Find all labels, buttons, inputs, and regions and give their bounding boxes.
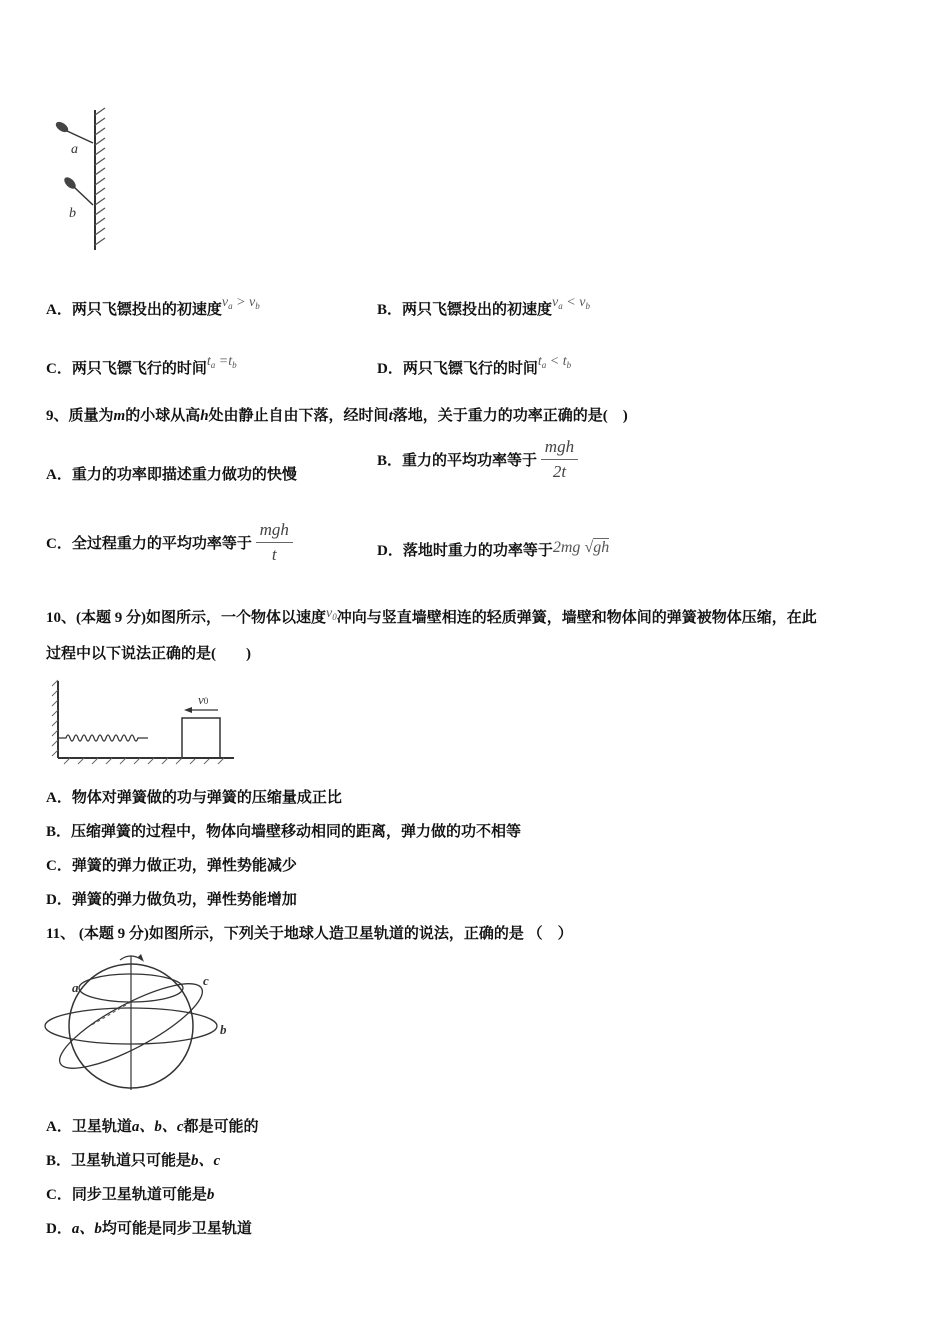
fig-label-a: a xyxy=(71,142,78,157)
q10-option-b[interactable]: B．压缩弹簧的过程中，物体向墙壁移动相同的距离，弹力做的功不相等 xyxy=(46,824,522,840)
fig-label-b: b xyxy=(69,206,76,221)
q11-option-b[interactable]: B．卫星轨道只可能是b、c xyxy=(46,1153,221,1169)
spring-block-figure xyxy=(48,676,238,766)
q9-option-c-fraction: $\frac{\text{mgh}}{t}$ xyxy=(256,520,293,565)
q8-option-a-math: $v_a > v_b$ xyxy=(221,295,260,311)
q10-stem-line1: 10、(本题 9 分)如图所示，一个物体以速度$v_0$冲向与竖直墙壁相连的轻质弹簧，墙壁和物体间的弹簧被物体压缩，在此 xyxy=(46,606,817,626)
q11-stem: 11、 (本题 9 分)如图所示，下列关于地球人造卫星轨道的说法，正确的是 （ ） xyxy=(46,926,573,942)
fig-v0-sub: 0 xyxy=(203,696,209,706)
q8-option-d[interactable]: D．两只飞镖飞行的时间$t_a < t_b$ xyxy=(377,354,572,377)
orbit-a-label: a xyxy=(72,980,79,995)
q10-option-a[interactable]: A．物体对弹簧做的功与弹簧的压缩量成正比 xyxy=(46,790,342,806)
q9-stem: 9、质量为m的小球从高h处由静止自由下落，经时间t落地，关于重力的功率正确的是( ) xyxy=(46,408,628,424)
q8-option-b-math: $v_a < v_b$ xyxy=(552,295,590,311)
q10-option-d[interactable]: D．弹簧的弹力做负功，弹性势能增加 xyxy=(46,892,297,908)
svg-text:v0 xyxy=(198,692,209,707)
q9-option-c[interactable]: C．全过程重力的平均功率等于 $\frac{\text{mgh}}{t}$ xyxy=(46,520,293,565)
q8-option-d-math: $t_a < t_b$ xyxy=(537,354,572,370)
q9-option-a[interactable]: A．重力的功率即描述重力做功的快慢 xyxy=(46,467,297,483)
orbit-b-label: b xyxy=(220,1022,227,1037)
spring xyxy=(58,735,148,741)
q9-option-b-fraction: $\frac{\text{mgh}}{2t}$ xyxy=(541,437,578,482)
q8-option-c-math: $t_a =t_b$ xyxy=(206,354,237,370)
q11-option-c[interactable]: C．同步卫星轨道可能是b xyxy=(46,1187,215,1203)
dart-wall-figure xyxy=(45,105,120,255)
q9-option-d[interactable]: D．落地时重力的功率等于2mg √gh xyxy=(377,539,610,559)
q10-stem-line2: 过程中以下说法正确的是( ) xyxy=(46,646,251,662)
q9-option-b[interactable]: B．重力的平均功率等于 $\frac{\text{mgh}}{2t}$ xyxy=(377,437,578,482)
fig-v0-label: v xyxy=(198,692,204,707)
block xyxy=(182,718,220,758)
orbit-c-label: c xyxy=(203,973,209,988)
q11-option-d[interactable]: D．a、b均可能是同步卫星轨道 xyxy=(46,1221,252,1237)
q8-option-a[interactable]: A．两只飞镖投出的初速度$v_a > v_b$ xyxy=(46,295,260,318)
dart-a xyxy=(54,120,93,143)
dart-b xyxy=(62,175,93,205)
q9-option-d-math: 2mg √gh xyxy=(552,539,610,556)
q10-option-c[interactable]: C．弹簧的弹力做正功，弹性势能减少 xyxy=(46,858,297,874)
q8-option-b[interactable]: B．两只飞镖投出的初速度$v_a < v_b$ xyxy=(377,295,590,318)
q8-option-c[interactable]: C．两只飞镖飞行的时间$t_a =t_b$ xyxy=(46,354,237,377)
satellite-orbits-figure xyxy=(40,950,240,1095)
q11-option-a[interactable]: A．卫星轨道a、b、c都是可能的 xyxy=(46,1119,259,1135)
